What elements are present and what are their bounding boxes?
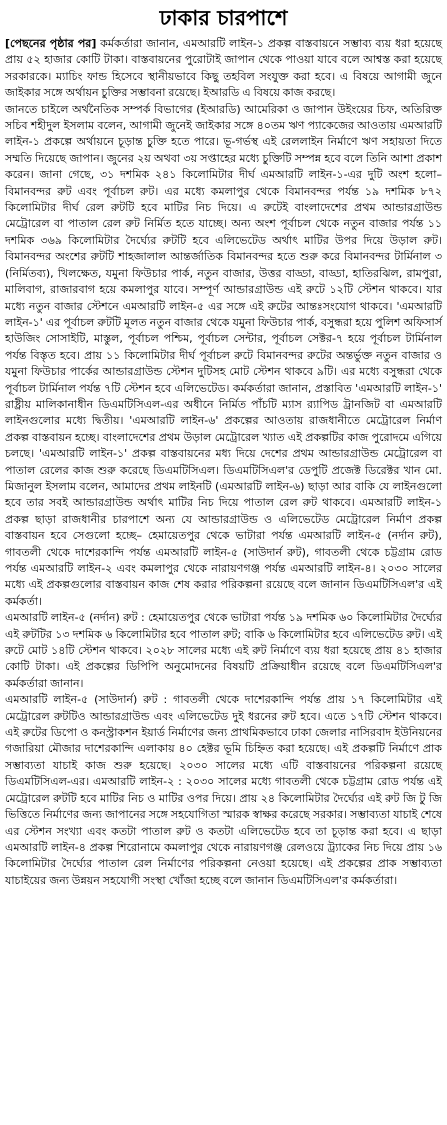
article-paragraph-2: জানতে চাইলে অর্থনৈতিক সম্পর্ক বিভাগের (ইআরডি) আমেরিকা ও জাপান উইংয়ের চিফ, অতিরিক্ত সচিব শহীদুল ইসলাম বলেন, আগামী জুনেই জাইকার সঙ্গে ৪০তম ঋণ প্যাকেজের আওতায় এমআরটি লাইন-১ প্রকল্পে অর্থায়নে চূড়ান্ত চুক্তি হতে পারে। ভূ-গর্ভস্থ এই রেললাইন নির্মাণে ঋণ সহায়তা দিতে সম্মতি দিয়েছে জাপান। জুনের ২য় অথবা ৩য় সপ্তাহের মধ্যে চুক্তিটি সম্পন্ন হবে বলে তিনি আশা প্রকাশ করেন। জানা গেছে, ৩১ দশমিক ২৪১ কিলোমিটার দীর্ঘ এমআরটি লাইন-১-এর দুটি অংশ হলো– বিমানবন্দর রুট এবং পূর্বাচল রুট। এর মধ্যে কমলাপুর থেকে বিমানবন্দর পর্যন্ত ১৯ দশমিক ৮৭২ কিলোমিটার দীর্ঘ রেল রুটটি হবে মাটির নিচ দিয়ে। এ রুটেই বাংলাদেশের প্রথম আন্ডারগ্রাউন্ড মেট্রোরেল বা পাতাল রেল রুট নির্মিত হতে যাচ্ছে। অন্য অংশ পূর্বাচল থেকে নতুন বাজার পর্যন্ত ১১ দশমিক ৩৬৯ কিলোমিটার দৈর্ঘ্যের রুটটি হবে এলিভেটেড অর্থাৎ মাটির উপর দিয়ে উড়াল রুট। বিমানবন্দর অংশের রুটটি শাহজালাল আন্তর্জাতিক বিমানবন্দর হতে শুরু করে বিমানবন্দর টার্মিনাল ৩ (নির্মিতব্য), খিলক্ষেত, যমুনা ফিউচার পার্ক, নতুন বাজার, উত্তর বাড্ডা, বাড্ডা, হাতিরঝিল, রামপুরা, মালিবাগ, রাজারবাগ হয়ে কমলাপুর যাবে। সম্পূর্ণ আন্ডারগ্রাউন্ড এই রুটে ১২টি স্টেশন থাকবে। যার মধ্যে নতুন বাজার স্টেশনে এমআরটি লাইন-৫ এর সঙ্গে এই রুটের আন্তঃসংযোগ থাকবে। 'এমআরটি লাইন-১' এর পূর্বাচল রুটটি মূলত নতুন বাজার থেকে যমুনা ফিউচার পার্ক, বসুন্ধরা হয়ে পুলিশ অফিসার্স হাউজিং সোসাইটি, মাস্তুল, পূর্বাচল পশ্চিম, পূর্বাচল সেন্টার, পূর্বাচল সেক্টর-৭ হয়ে পূর্বাচল টার্মিনাল পর্যন্ত বিস্তৃত হবে। প্রায় ১১ কিলোমিটার দীর্ঘ পূর্বাচল রুটে বিমানবন্দর রুটের অন্তর্ভুক্ত নতুন বাজার ও যমুনা ফিউচার পার্কের আন্ডারগ্রাউন্ড স্টেশন দুটিসহ মোট স্টেশন থাকবে ৯টি। এর মধ্যে বসুন্ধরা থেকে পূর্বাচল টার্মিনাল পর্যন্ত ৭টি স্টেশন হবে এলিভেটেড। কর্মকর্তারা জানান, প্রস্তাবিত 'এমআরটি লাইন-১' রাষ্ট্রীয় মালিকানাধীন ডিএমটিসিএল-এর অধীনে নির্মিত পাঁচটি ম্যাস র‍্যাপিড ট্রানজিট বা এমআরটি লাইনগুলোর মধ্যে দ্বিতীয়। 'এমআরটি লাইন-৬' প্রকল্পের আওতায় রাজধানীতে মেট্রোরেল নির্মাণ প্রকল্প বাস্তবায়ন হচ্ছে। বাংলাদেশের প্রথম উড়াল মেট্রোরেল খ্যাত এই প্রকল্পটির কাজ পুরোদমে এগিয়ে চলছে। 'এমআরটি লাইন-১' প্রকল্প বাস্তবায়নের মধ্য দিয়ে দেশের প্রথম আন্ডারগ্রাউন্ড মেট্রোরেল বা পাতাল রেলের কাজ শুরু করেছে ডিএমটিসিএল। ডিএমটিসিএল'র ডেপুটি প্রজেক্ট ডিরেক্টর খান মো. মিজানুল ইসলাম বলেন, আমাদের প্রথম লাইনটি (এমআরটি লাইন-৬) ছাড়া আর বাকি যে লাইনগুলো হবে তার সবই আন্ডারগ্রাউন্ড অর্থাৎ মাটির নিচ দিয়ে পাতাল রেল রুট থাকবে। এমআরটি লাইন-১ প্রকল্প ছাড়া রাজধানীর চারপাশে অন্য যে আন্ডারগ্রাউন্ড ও এলিভেটেড মেট্রোরেল নির্মাণ প্রকল্প বাস্তবায়ন হবে সেগুলো হচ্ছে– হেমায়েতপুর থেকে ভাটারা পর্যন্ত এমআরটি লাইন-৫ (নর্দান রুট), গাবতলী থেকে দাশেরকান্দি পর্যন্ত এমআরটি লাইন-৫ (সাউদার্ন রুট), গাবতলী থেকে চট্টগ্রাম রোড পর্যন্ত এমআরটি লাইন-২ এবং কমলাপুর থেকে নারায়ণগঞ্জ পর্যন্ত এমআরটি লাইন-৪। ২০৩০ সালের মধ্যে এই প্রকল্পগুলোর বাস্তবায়ন কাজ শেষ করার পরিকল্পনা রয়েছে বলে জানান ডিএমটিসিএল'র এই কর্মকর্তা। [5, 102, 442, 608]
article-paragraph-3: এমআরটি লাইন-৫ (নর্দান) রুট : হেমায়েতপুর থেকে ভাটারা পর্যন্ত ১৯ দশমিক ৬০ কিলোমিটার দৈর্ঘ্যের এই রুটটির ১৩ দশমিক ৬ কিলোমিটার হবে পাতাল রুট; বাকি ৬ কিলোমিটার হবে এলিভেটেড রুট। এই রুটে মোট ১৪টি স্টেশন থাকবে। ২০২৮ সালের মধ্যে এই রুট নির্মাণে ব্যয় ধরা হয়েছে প্রায় ৪১ হাজার কোটি টাকা। এই প্রকল্পের ডিপিপি অনুমোদনের বিষয়টি প্রক্রিয়াধীন রয়েছে বলে ডিএমটিসিএল'র কর্মকর্তারা জানান। [5, 611, 442, 690]
article-lead-in: [পেছনের পৃষ্ঠার পর] [5, 37, 97, 50]
article-paragraph-1 [5, 36, 442, 102]
article-headline: ঢাকার চারপাশে [159, 6, 288, 30]
paragraph-1-text: কর্মকর্তারা জানান, এমআরটি লাইন-১ প্রকল্প বাস্তবায়নে সম্ভাব্য ব্যয় ধরা হয়েছে প্রায় ৫২ হাজার কোটি টাকা। বাস্তবায়নের পুরোটাই জাপান থেকে পাওয়া যাবে বলে আশ্বস্ত করা হয়েছে সরকারকে। ম্যাচিং ফান্ড হিসেবে স্থানীয়ভাবে কিছু তহবিল সংযুক্ত করা হবে। এ বিষয়ে আগামী জুনে জাইকার সঙ্গে অর্থায়ন চুক্তির সম্ভাবনা রয়েছে। ইআরডি এ বিষয়ে কাজ করছে। [5, 37, 442, 100]
article-paragraph-4: এমআরটি লাইন-৫ (সাউদার্ন) রুট : গাবতলী থেকে দাশেরকান্দি পর্যন্ত প্রায় ১৭ কিলোমিটার এই মেট্রোরেল রুটটিও আন্ডারগ্রাউন্ড এবং এলিভেটেড দুই ধরনের রুট হবে। এতে ১৭টি স্টেশন থাকবে। এই রুটের ডিপো ও কনস্ট্রাকশন ইয়ার্ড নির্মাণের জন্য প্রাথমিকভাবে ঢাকা জেলার নাসিরবাদ ইউনিয়নের গজারিয়া মৌজার দাশেরকান্দি এলাকায় ৪০ হেক্টর ভূমি চিহ্নিত করা হয়েছে। এই প্রকল্পটি নির্মাণে প্রাক সম্ভাব্যতা যাচাই কাজ শুরু হয়েছে। ২০৩০ সালের মধ্যে এটি বাস্তবায়নের পরিকল্পনা রয়েছে ডিএমটিসিএল-এর। এমআরটি লাইন-২ : ২০৩০ সালের মধ্যে গাবতলী থেকে চট্টগ্রাম রোড পর্যন্ত এই মেট্রোরেল রুটটি হবে মাটির নিচ ও মাটির ওপর দিয়ে। প্রায় ২৪ কিলোমিটার দৈর্ঘ্যের এই রুট জি টু জি ভিত্তিতে নির্মাণের জন্য জাপানের সঙ্গে সহযোগিতা স্মারক স্বাক্ষর করেছে সরকার। সম্ভাব্যতা যাচাই শেষে এর স্টেশন সংখ্যা এবং কতটা পাতাল রুট ও কতটা এলিভেটেড হবে তা চূড়ান্ত করা হবে। এ ছাড়া এমআরটি লাইন-৪ প্রকল্প শিরোনামে কমলাপুর থেকে নারায়ণগঞ্জ রেলওয়ে ট্র্যাকের নিচ দিয়ে প্রায় ১৬ কিলোমিটার দৈর্ঘ্যের পাতাল রেল নির্মাণের পরিকল্পনা নেওয়া হয়েছে। এই প্রকল্পের প্রাক সম্ভাব্যতা যাচাইয়ের জন্য উন্নয়ন সহযোগী সংস্থা খোঁজা হচ্ছে বলে জানান ডিএমটিসিএল'র কর্মকর্তারা। [5, 693, 442, 887]
article-body [5, 36, 442, 889]
